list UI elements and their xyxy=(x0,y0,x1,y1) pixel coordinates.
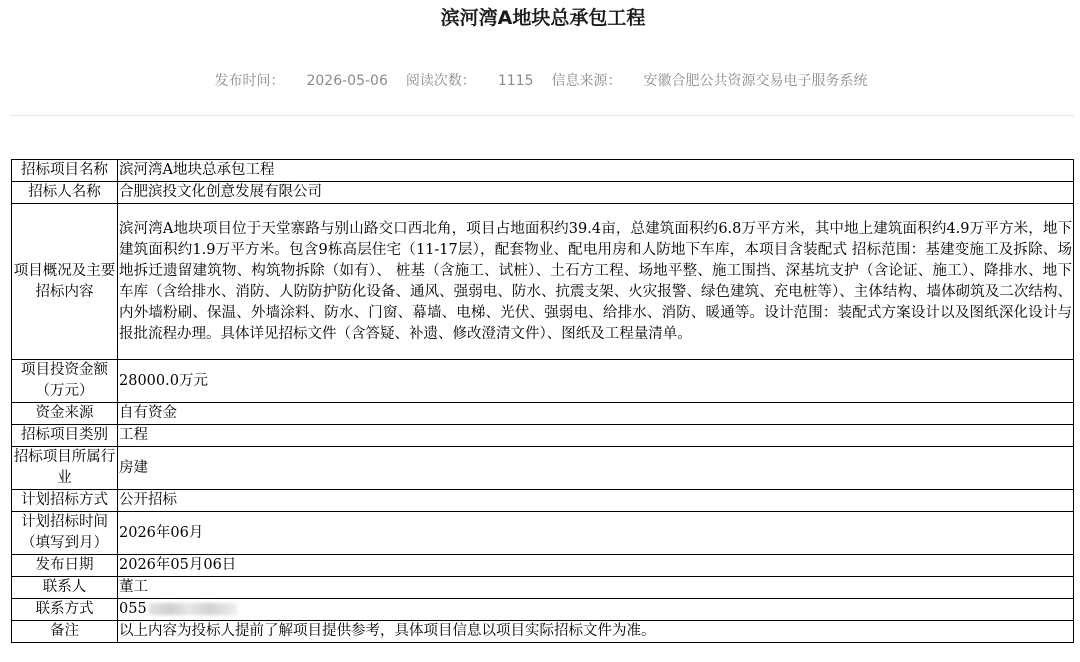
row-value-remarks: 以上内容为投标人提前了解项目提供参考，具体项目信息以项目实际招标文件为准。 xyxy=(118,621,1074,643)
publish-time-label: 发布时间： xyxy=(214,73,285,89)
row-value-category: 工程 xyxy=(118,425,1074,447)
source-label: 信息来源： xyxy=(551,73,622,89)
row-label-planned-time: 计划招标时间（填写到月） xyxy=(12,512,118,555)
page-title: 滨河湾A地块总承包工程 xyxy=(440,7,646,29)
row-label-overview: 项目概况及主要招标内容 xyxy=(12,204,118,360)
row-value-publish-date: 2026年05月06日 xyxy=(118,555,1074,577)
row-value-overview: 滨河湾A地块项目位于天堂寨路与别山路交口西北角，项目占地面积约39.4亩，总建筑面积约6.8万平方米，其中地上建筑面积约4.9万平方米，地下建筑面积约1.9万平方米。包含9栋高层住宅（11-17层），配套物业、配电用房和人防地下车库，本项目含装配式 招标范围：基建变施工及拆除、场地拆迁遗留建筑物、构筑物拆除（如有）、 桩基（含施工、试桩）、土石方工程、场地平整、施工围挡、深基坑支护（含论证、施工）、降排水、地下车库（含给排水、消防、人防防护防化设备、通风、强弱电、防水、抗震支架、火灾报警、绿色建筑、充电桩等）、主体结构、墙体砌筑及二次结构、内外墙粉刷、保温、外墙涂料、防水、门窗、幕墙、电梯、光伏、强弱电、给排水、消防、暖通等。设计范围：装配式方案设计以及图纸深化设计与报批流程办理。具体详见招标文件（含答疑、补遗、修改澄清文件）、图纸及工程量清单。 xyxy=(118,204,1074,360)
table-row xyxy=(12,621,1074,643)
table-row xyxy=(12,599,1074,621)
row-value-project-name: 滨河湾A地块总承包工程 xyxy=(118,160,1074,182)
article-meta xyxy=(0,70,1080,92)
table-row xyxy=(12,182,1074,204)
row-label-investment: 项目投资金额（万元） xyxy=(12,360,118,403)
table-row xyxy=(12,447,1074,490)
row-value-industry: 房建 xyxy=(118,447,1074,490)
row-value-contact-method xyxy=(118,599,1074,621)
row-label-method: 计划招标方式 xyxy=(12,490,118,512)
table-row xyxy=(12,512,1074,555)
table-row xyxy=(12,425,1074,447)
source-value: 安徽合肥公共资源交易电子服务系统 xyxy=(643,73,868,89)
table-row xyxy=(12,204,1074,360)
publish-time-value: 2026-05-06 xyxy=(306,73,388,89)
row-value-planned-time: 2026年06月 xyxy=(118,512,1074,555)
row-value-fund-source: 自有资金 xyxy=(118,403,1074,425)
row-label-category: 招标项目类别 xyxy=(12,425,118,447)
row-value-method: 公开招标 xyxy=(118,490,1074,512)
table-row xyxy=(12,577,1074,599)
redacted-phone-mask xyxy=(149,603,237,615)
read-count-value: 1115 xyxy=(497,73,534,89)
row-label-project-name: 招标项目名称 xyxy=(12,160,118,182)
table-row xyxy=(12,160,1074,182)
row-label-fund-source: 资金来源 xyxy=(12,403,118,425)
table-row xyxy=(12,490,1074,512)
row-label-tenderer: 招标人名称 xyxy=(12,182,118,204)
table-row xyxy=(12,360,1074,403)
header-divider xyxy=(10,115,1074,116)
table-row xyxy=(12,403,1074,425)
row-label-industry: 招标项目所属行业 xyxy=(12,447,118,490)
row-label-remarks: 备注 xyxy=(12,621,118,643)
row-label-contact-person: 联系人 xyxy=(12,577,118,599)
row-value-investment: 28000.0万元 xyxy=(118,360,1074,403)
table-row xyxy=(12,555,1074,577)
tender-info-table xyxy=(11,159,1074,643)
row-label-contact-method: 联系方式 xyxy=(12,599,118,621)
row-value-contact-person: 董工 xyxy=(118,577,1074,599)
contact-phone-prefix: 055 xyxy=(119,601,147,617)
read-count-label: 阅读次数： xyxy=(405,73,476,89)
row-value-tenderer: 合肥滨投文化创意发展有限公司 xyxy=(118,182,1074,204)
row-label-publish-date: 发布日期 xyxy=(12,555,118,577)
